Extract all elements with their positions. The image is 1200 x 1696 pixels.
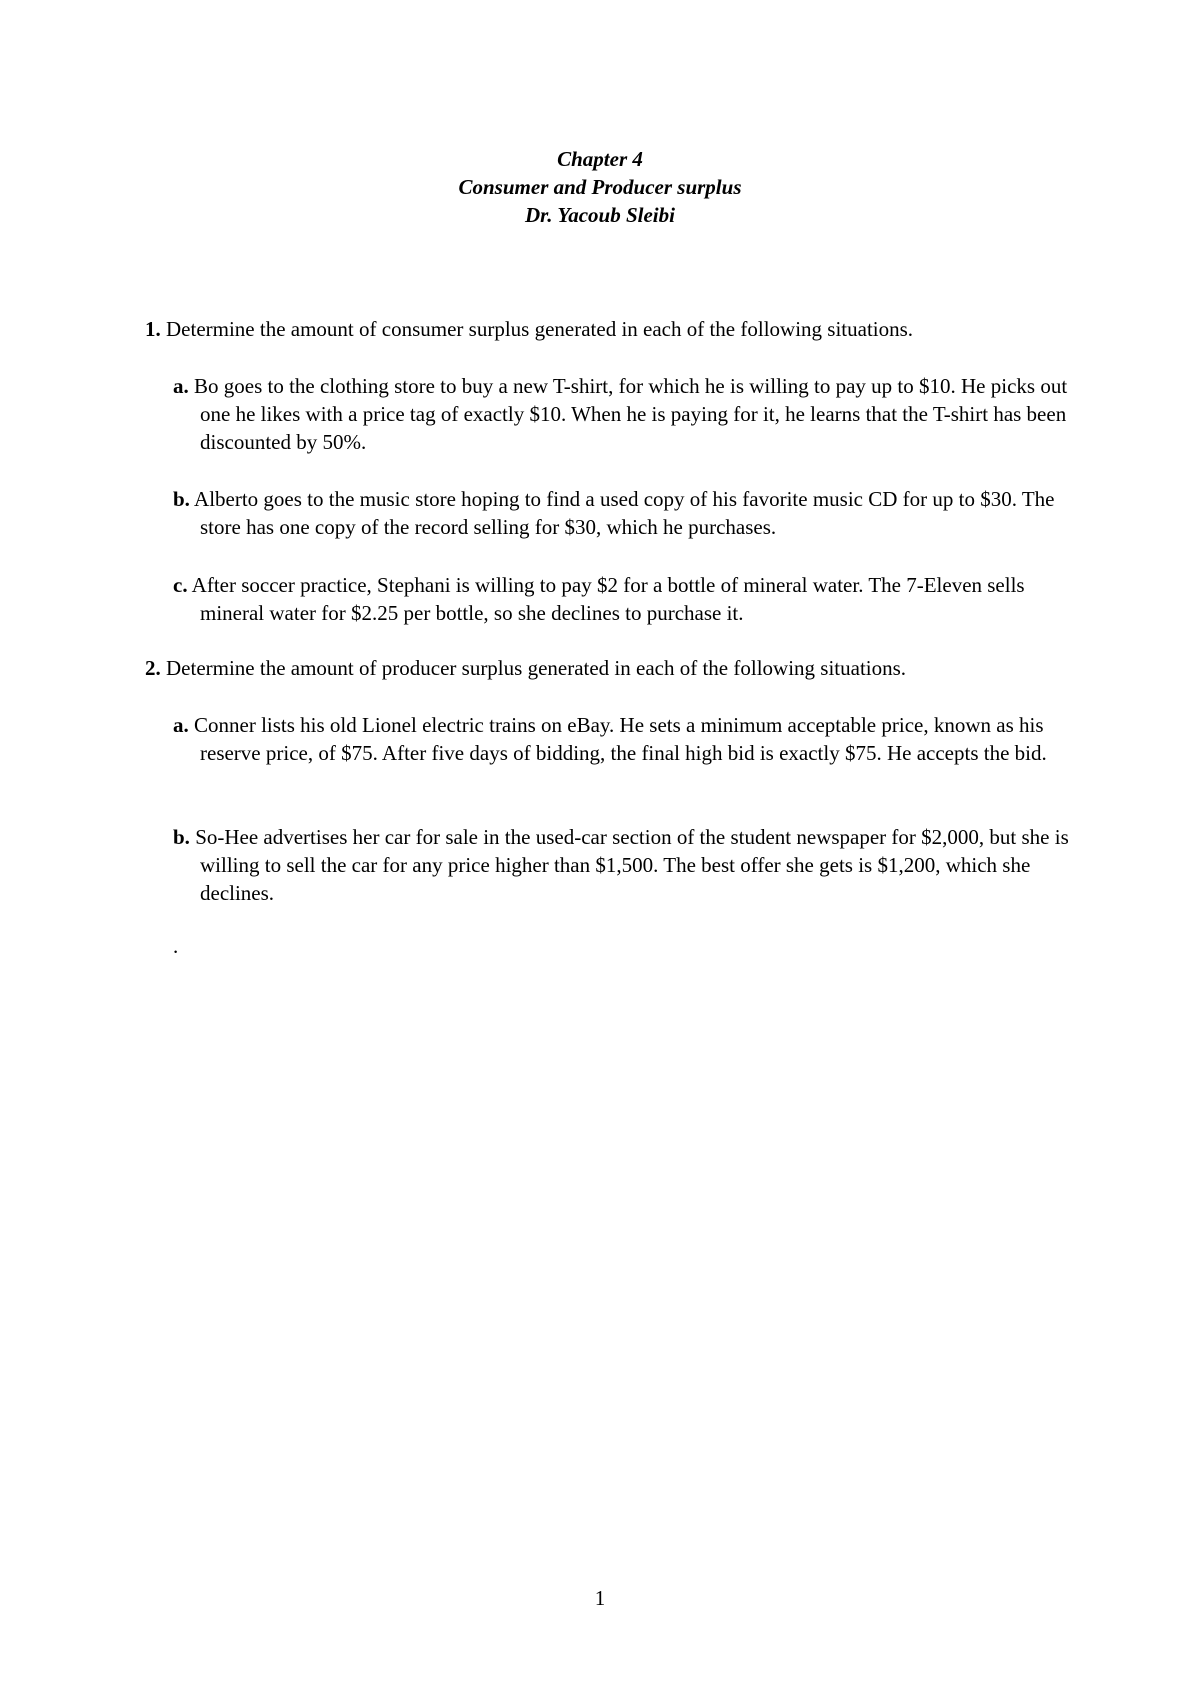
question-text: Determine the amount of consumer surplus generated in each of the following situations. xyxy=(160,317,914,341)
question-1-item-a xyxy=(173,372,1073,456)
page-number: 1 xyxy=(594,1586,606,1610)
item-text: Alberto goes to the music store hoping to find a used copy of his favorite music CD for up to $30. The store has one copy of the record selling for $30, which he purchases. xyxy=(189,487,1055,539)
item-text: So-Hee advertises her car for sale in the used-car section of the student newspaper for $2,000, but she is willing to sell the car for any price higher than $1,500. The best offer she gets is $1,200, which she declines. xyxy=(189,825,1069,905)
question-1-item-b xyxy=(173,485,1073,541)
question-text: Determine the amount of producer surplus generated in each of the following situations. xyxy=(160,656,907,680)
item-letter: a. xyxy=(173,374,189,398)
question-2-item-b xyxy=(173,823,1073,907)
item-letter: b. xyxy=(173,487,190,511)
stray-mark: . xyxy=(173,934,179,958)
item-letter: c. xyxy=(173,573,188,597)
item-text: Bo goes to the clothing store to buy a new T-shirt, for which he is willing to pay up to $10. He picks out one he likes with a price tag of exactly $10. When he is paying for it, he learns that the T-shirt has been discounted by 50%. xyxy=(188,374,1068,454)
title-block xyxy=(0,145,1200,229)
question-1-item-c xyxy=(173,571,1073,627)
author-name: Dr. Yacoub Sleibi xyxy=(525,203,675,227)
question-number: 2. xyxy=(145,656,161,680)
question-number: 1. xyxy=(145,317,161,341)
item-letter: b. xyxy=(173,825,190,849)
question-1 xyxy=(145,315,1075,343)
item-text: After soccer practice, Stephani is willing to pay $2 for a bottle of mineral water. The 7-Eleven sells mineral water for $2.25 per bottle, so she declines to purchase it. xyxy=(187,573,1025,625)
question-2 xyxy=(145,654,1075,682)
item-text: Conner lists his old Lionel electric trains on eBay. He sets a minimum acceptable price, known as his reserve price, of $75. After five days of bidding, the final high bid is exactly $75. He accepts the bid. xyxy=(188,713,1047,765)
question-2-item-a xyxy=(173,711,1073,767)
topic-title: Consumer and Producer surplus xyxy=(458,175,742,199)
chapter-title: Chapter 4 xyxy=(557,147,643,171)
item-letter: a. xyxy=(173,713,189,737)
